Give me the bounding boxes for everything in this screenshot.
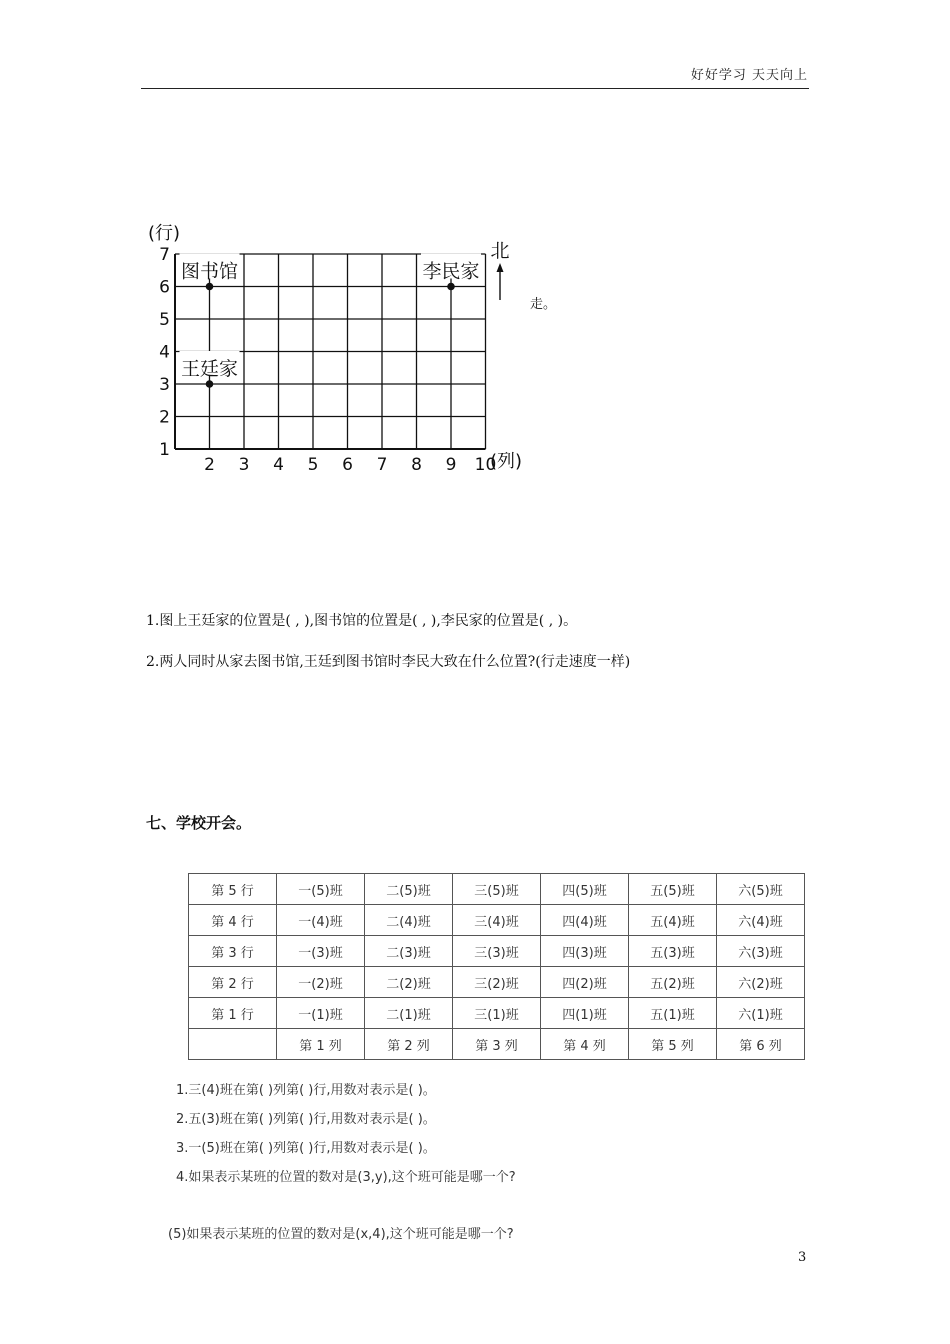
table-row [189,967,805,998]
class-seating-table [188,873,805,1060]
row-tick-label: 5 [159,310,170,330]
row-tick-label: 3 [159,375,170,395]
table-cell: 五(3)班 [629,936,717,967]
coordinate-grid-figure [0,0,950,520]
question-6-1: 1.图上王廷家的位置是( , ),图书馆的位置是( , ),李民家的位置是( , )。 [146,613,578,629]
row-tick-label: 1 [159,440,170,460]
table-cell: 三(4)班 [453,905,541,936]
table-cell: 第 5 行 [189,874,277,905]
page-header-text: 好好学习 天天向上 [690,68,808,83]
table-cell: 一(2)班 [277,967,365,998]
table-cell: 一(4)班 [277,905,365,936]
table-row [189,936,805,967]
table-cell: 六(4)班 [717,905,805,936]
table-row [189,905,805,936]
figure-aside-text: 走。 [530,297,557,312]
question-7-2: 2.五(3)班在第( )列第( )行,用数对表示是( )。 [176,1112,436,1127]
table-cell: 第 1 列 [277,1029,365,1060]
section-7-title: 七、学校开会。 [146,814,252,832]
table-cell: 二(5)班 [365,874,453,905]
table-cell: 五(4)班 [629,905,717,936]
column-tick-label: 10 [474,455,497,475]
grid-points [180,254,482,388]
table-cell: 一(3)班 [277,936,365,967]
table-cell: 一(1)班 [277,998,365,1029]
column-tick-label: 8 [411,455,422,475]
table-cell: 四(1)班 [541,998,629,1029]
table-cell: 二(3)班 [365,936,453,967]
column-tick-label: 7 [376,455,388,475]
table-cell: 第 4 列 [541,1029,629,1060]
table-cell: 四(3)班 [541,936,629,967]
column-tick-label: 3 [238,455,250,475]
table-cell: 第 4 行 [189,905,277,936]
question-7-5: (5)如果表示某班的位置的数对是(x,4),这个班可能是哪一个? [168,1227,514,1242]
table-cell: 三(2)班 [453,967,541,998]
table-cell: 第 6 列 [717,1029,805,1060]
question-7-3: 3.一(5)班在第( )列第( )行,用数对表示是( )。 [176,1141,436,1156]
table-row [189,874,805,905]
row-tick-label: 6 [159,277,170,298]
point-label: 王廷家 [180,358,239,380]
table-cell: 三(5)班 [453,874,541,905]
table-cell: 四(2)班 [541,967,629,998]
column-tick-label: 5 [307,455,319,475]
point-label: 图书馆 [180,260,239,283]
y-axis-label: (行) [148,223,181,244]
table-cell: 三(1)班 [453,998,541,1029]
table-cell: 五(2)班 [629,967,717,998]
point-marker [447,283,455,291]
table-cell: 三(3)班 [453,936,541,967]
row-tick-label: 7 [159,245,170,265]
table-row [189,998,805,1029]
table-cell: 第 3 行 [189,936,277,967]
table-cell: 五(1)班 [629,998,717,1029]
table-cell: 四(4)班 [541,905,629,936]
north-label: 北 [490,240,510,262]
table-cell: 四(5)班 [541,874,629,905]
row-tick-label: 4 [159,342,170,363]
table-cell: 第 5 列 [629,1029,717,1060]
table-cell: 第 1 行 [189,998,277,1029]
point-label: 李民家 [422,260,480,283]
table-cell: 二(4)班 [365,905,453,936]
table-cell: 五(5)班 [629,874,717,905]
table-cell: 六(1)班 [717,998,805,1029]
table-cell [189,1029,277,1060]
table-cell: 六(5)班 [717,874,805,905]
table-cell: 一(5)班 [277,874,365,905]
question-7-4: 4.如果表示某班的位置的数对是(3,y),这个班可能是哪一个? [176,1170,516,1185]
point-marker [206,283,214,291]
table-cell: 二(1)班 [365,998,453,1029]
x-axis-label: (列) [490,451,523,472]
table-cell: 第 2 行 [189,967,277,998]
column-tick-label: 2 [204,455,215,475]
column-tick-label: 9 [445,455,457,475]
table-cell: 六(3)班 [717,936,805,967]
page-number: 3 [798,1250,807,1265]
table-cell: 第 3 列 [453,1029,541,1060]
table-cell: 六(2)班 [717,967,805,998]
question-7-1: 1.三(4)班在第( )列第( )行,用数对表示是( )。 [176,1083,436,1098]
north-arrow-icon [497,263,504,300]
table-cell: 第 2 列 [365,1029,453,1060]
question-6-2: 2.两人同时从家去图书馆,王廷到图书馆时李民大致在什么位置?(行走速度一样) [146,654,631,670]
table-row [189,1029,805,1060]
table-cell: 二(2)班 [365,967,453,998]
point-marker [206,380,214,388]
row-tick-label: 2 [159,407,170,428]
column-tick-label: 4 [273,455,284,475]
column-tick-label: 6 [342,455,353,475]
